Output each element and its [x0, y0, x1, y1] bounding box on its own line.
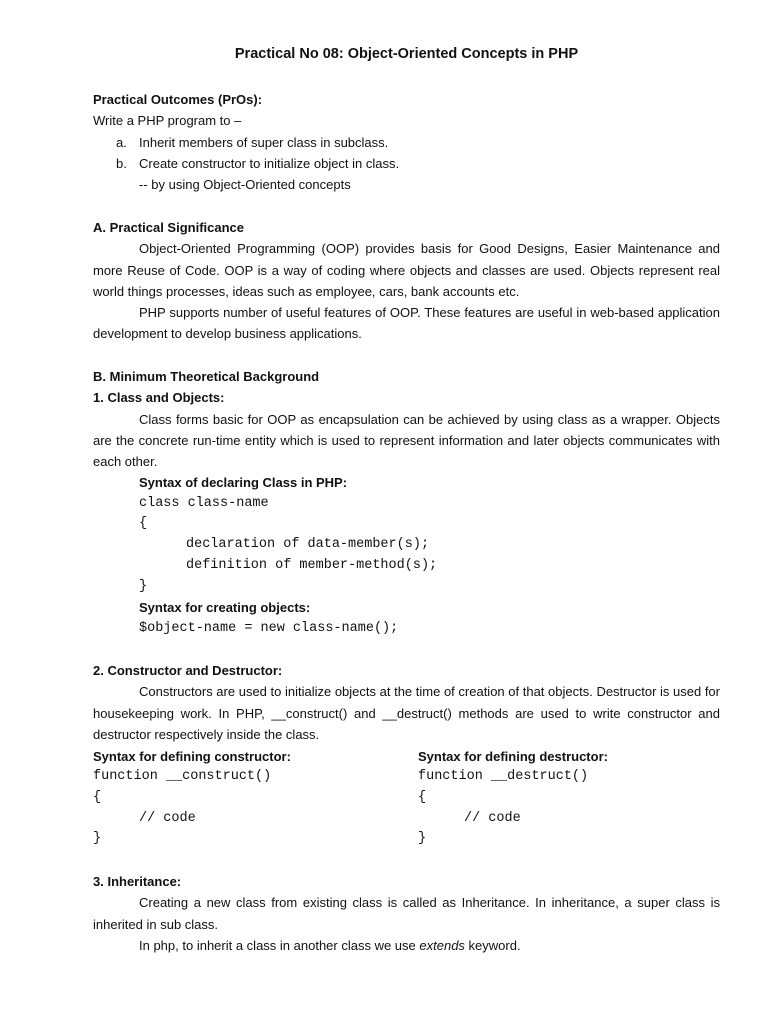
destructor-code-line: function __destruct()	[418, 769, 589, 785]
destructor-code-line: }	[418, 831, 427, 847]
class-objects-heading: 1. Class and Objects:	[93, 390, 225, 406]
constructor-syntax-label: Syntax for defining constructor:	[93, 749, 291, 764]
outcome-item	[93, 153, 720, 174]
destructor-code-line: {	[418, 790, 427, 805]
section-a-heading: A. Practical Significance	[93, 220, 245, 235]
constructor-code-line: // code	[139, 810, 196, 826]
section-a	[93, 217, 720, 345]
section-a-paragraph-1: Object-Oriented Programming (OOP) provides basis for Good Designs, Easier Maintenance and more Reuse of Code. OOP is a way of coding where objects and classes are used. Objects represent real world things processes, ideas such as employee, cars, bank accounts etc.	[93, 241, 720, 299]
page-title: Practical No 08: Object-Oriented Concepts in PHP	[234, 46, 579, 62]
destructor-column	[418, 746, 608, 850]
inheritance-section	[93, 871, 720, 956]
syntax-columns	[93, 746, 720, 851]
section-b	[93, 366, 720, 639]
class-syntax-label: Syntax of declaring Class in PHP:	[139, 475, 348, 491]
class-code-line: definition of member-method(s);	[186, 557, 438, 573]
outcome-marker: a.	[116, 134, 127, 150]
inheritance-text-before: In php, to inherit a class in another class we use	[139, 937, 420, 953]
outcomes-note: -- by using Object-Oriented concepts	[139, 177, 351, 193]
inheritance-paragraph-1: Creating a new class from existing class is called as Inheritance. In inheritance, a super class is inherited in sub class.	[93, 895, 720, 932]
destructor-code-line: // code	[464, 810, 521, 826]
inheritance-paragraph-2	[93, 935, 720, 956]
object-code-line: $object-name = new class-name();	[139, 620, 399, 636]
outcomes-heading: Practical Outcomes (PrOs):	[93, 92, 263, 107]
constructor-destructor-section	[93, 660, 720, 745]
outcome-item	[93, 132, 720, 153]
constructor-column	[93, 746, 291, 850]
class-code-line: declaration of data-member(s);	[186, 537, 430, 553]
class-objects-paragraph: Class forms basic for OOP as encapsulation can be achieved by using class as a wrapper. Objects are the concrete run-time entity which is used to represent information and later objects communicates with each other.	[93, 411, 720, 470]
outcome-text: Create constructor to initialize object in class.	[139, 155, 400, 171]
outcome-text: Inherit members of super class in subclass.	[139, 134, 389, 150]
constructor-paragraph: Constructors are used to initialize objects at the time of creation of that objects. Destructor is used for housekeeping work. In PHP, __construct() and __destruct() methods are used to write constructor and destructor respectively inside the class.	[93, 684, 720, 742]
constructor-heading: 2. Constructor and Destructor:	[93, 663, 283, 678]
class-code-line: class class-name	[139, 495, 269, 511]
inheritance-heading: 3. Inheritance:	[93, 874, 182, 889]
section-b-heading: B. Minimum Theoretical Background	[93, 369, 320, 384]
constructor-code-line: function __construct()	[93, 769, 272, 785]
inheritance-text-after: keyword.	[464, 937, 521, 953]
constructor-code-line: }	[93, 831, 102, 847]
section-a-paragraph-2: PHP supports number of useful features of OOP. These features are useful in web-based application development to develop business applications.	[93, 305, 720, 342]
outcome-marker: b.	[116, 155, 127, 171]
class-code-line: }	[139, 578, 148, 594]
object-syntax-label: Syntax for creating objects:	[139, 600, 311, 616]
constructor-code-line: {	[93, 790, 102, 805]
class-code-line: {	[139, 516, 148, 532]
outcomes-intro: Write a PHP program to –	[93, 113, 242, 129]
outcomes-section	[93, 89, 720, 195]
destructor-syntax-label: Syntax for defining destructor:	[418, 749, 608, 764]
extends-keyword: extends	[419, 937, 465, 953]
